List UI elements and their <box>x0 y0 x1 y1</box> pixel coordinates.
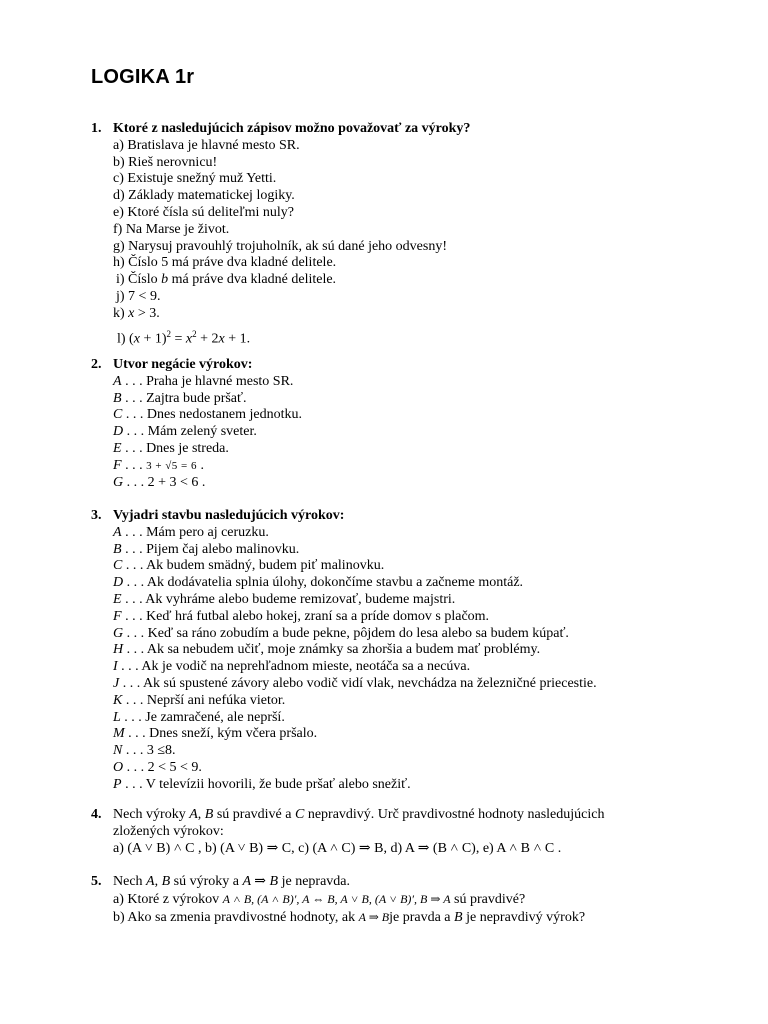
exercise-2 <box>91 357 751 491</box>
exercise-3 <box>91 508 751 794</box>
list-item: e) Ktoré čísla sú deliteľmi nuly? <box>113 204 295 220</box>
list-item: E . . . Ak vyhráme alebo budeme remizovať, budeme majstri. <box>113 591 456 607</box>
list-item: a) Ktoré z výrokov A ˄ B, (A ˄ B)′, A ⇔ B, A ˅ B, (A ˅ B)′, B ⇒ A sú pravdivé? <box>113 891 526 907</box>
list-item: l) $(x + 1)^2 = x^2 + 2x + 1$. <box>117 328 251 347</box>
list-item: N . . . 3 ≤8. <box>113 743 176 759</box>
exercise-heading: Nech výroky A, B sú pravdivé a C nepravdivý. Urč pravdivostné hodnoty nasledujúcich <box>113 807 605 822</box>
exercise-heading: Vyjadri stavbu nasledujúcich výrokov: <box>113 508 345 523</box>
list-item: L . . . Je zamračené, ale neprší. <box>113 709 285 725</box>
list-item: M . . . Dnes sneží, kým včera pršalo. <box>113 726 318 742</box>
list-item: G . . . Keď sa ráno zobudím a bude pekne, pôjdem do lesa alebo sa budem kúpať. <box>113 625 569 641</box>
exercise-number: 2. <box>91 357 102 372</box>
exercise-5 <box>91 874 751 926</box>
list-item: B . . . Zajtra bude pršať. <box>113 390 247 406</box>
list-item: O . . . 2 < 5 < 9. <box>113 759 202 775</box>
list-item: D . . . Ak dodávatelia splnia úlohy, dokončíme stavbu a začneme montáž. <box>113 575 524 591</box>
list-item: c) Existuje snežný muž Yetti. <box>113 171 277 187</box>
list-item: b) Ako sa zmenia pravdivostné hodnoty, ak A ⇒ Bje pravda a B je nepravdivý výrok? <box>113 909 586 925</box>
exercise-heading: Ktoré z nasledujúcich zápisov možno považovať za výroky? <box>113 121 471 136</box>
list-item: h) Číslo 5 má práve dva kladné delitele. <box>113 255 337 271</box>
list-item: G . . . 2 + 3 < 6 . <box>113 474 206 490</box>
page-title: LOGIKA 1r <box>91 66 195 88</box>
list-item: H . . . Ak sa nebudem učiť, moje známky sa zhoršia a budem mať problémy. <box>113 642 541 658</box>
list-item: J . . . Ak sú spustené závory alebo vodič vidí vlak, nevchádza na železničné priecestie. <box>113 675 597 691</box>
list-item: F . . . Keď hrá futbal alebo hokej, zraní sa a príde domov s plačom. <box>113 608 490 624</box>
list-item: K . . . Neprší ani nefúka vietor. <box>113 692 286 708</box>
list-item: A . . . Mám pero aj ceruzku. <box>113 524 269 540</box>
list-item: i) Číslo b má práve dva kladné delitele. <box>116 272 337 288</box>
list-item: F . . . 3 + √5 = 6 . <box>113 457 205 473</box>
exercise-number: 5. <box>91 874 102 889</box>
list-item: I . . . Ak je vodič na neprehľadnom mieste, neotáča sa a necúva. <box>113 659 471 675</box>
exercise-number: 4. <box>91 807 102 822</box>
list-item: D . . . Mám zelený sveter. <box>113 424 257 440</box>
list-item: E . . . Dnes je streda. <box>113 440 229 456</box>
list-item: A . . . Praha je hlavné mesto SR. <box>113 373 294 389</box>
list-item: B . . . Pijem čaj alebo malinovku. <box>113 541 300 557</box>
list-item: P . . . V televízii hovorili, že bude pršať alebo snežiť. <box>113 776 411 792</box>
list-item: g) Narysuj pravouhlý trojuholník, ak sú dané jeho odvesny! <box>113 238 447 254</box>
exercise-1 <box>91 121 751 350</box>
list-item: a) Bratislava je hlavné mesto SR. <box>113 137 300 153</box>
list-item: C . . . Ak budem smädný, budem piť malinovku. <box>113 558 385 574</box>
exercise-heading: Utvor negácie výrokov: <box>113 357 253 372</box>
list-item: C . . . Dnes nedostanem jednotku. <box>113 407 302 423</box>
exercise-number: 1. <box>91 121 102 136</box>
list-item: d) Základy matematickej logiky. <box>113 188 295 204</box>
list-item: b) Rieš nerovnicu! <box>113 154 218 170</box>
list-item: j) 7 < 9. <box>116 288 161 304</box>
exercise-heading: Nech A, B sú výroky a A ⇒ B je nepravda. <box>113 874 351 889</box>
exercise-4 <box>91 807 751 857</box>
exercise-number: 3. <box>91 508 102 523</box>
list-item: k) x > 3. <box>113 305 160 321</box>
list-item: f) Na Marse je život. <box>113 221 230 237</box>
list-item: zložených výrokov: <box>113 823 224 839</box>
list-item: a) (A ˅ B) ˄ C , b) (A ˅ B) ⇒ C, c) (A ˄ C) ⇒ B, d) A ⇒ (B ˄ C), e) A ˄ B ˄ C . <box>113 840 562 856</box>
